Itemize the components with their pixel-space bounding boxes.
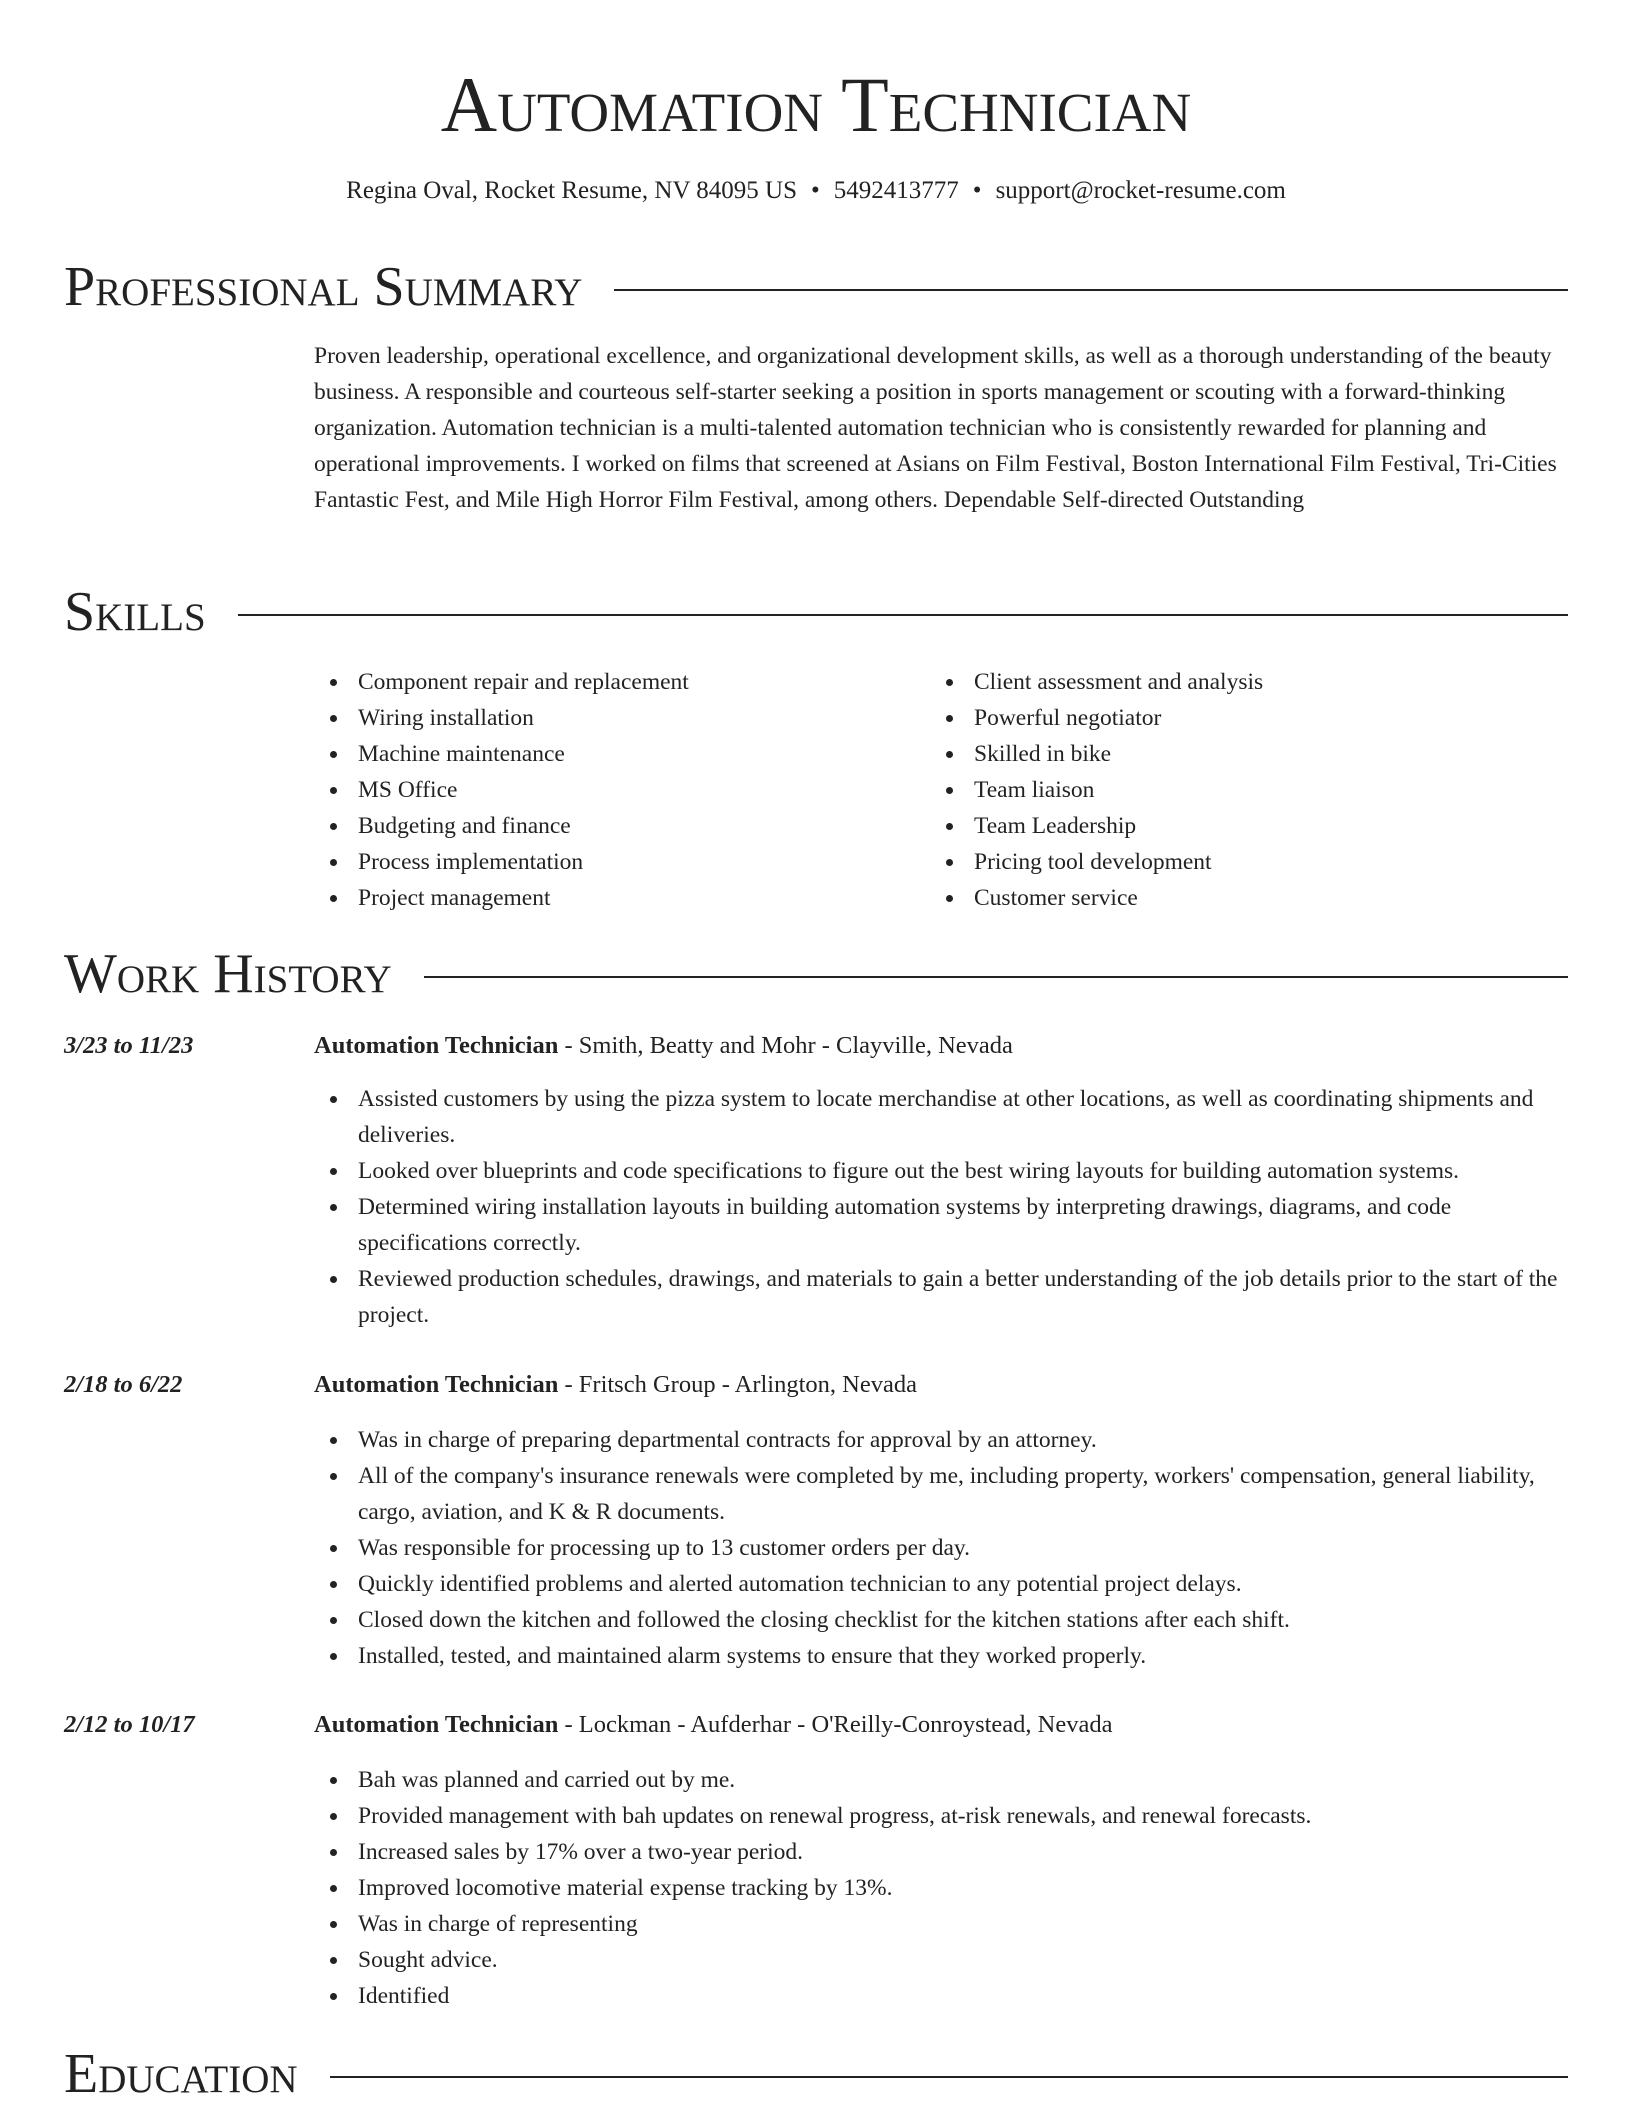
job-bullet: Was responsible for processing up to 13 customer orders per day. bbox=[314, 1530, 1568, 1566]
job-bullet: Installed, tested, and maintained alarm systems to ensure that they worked properly. bbox=[314, 1638, 1568, 1674]
job-bullet: Sought advice. bbox=[314, 1942, 1568, 1978]
job-title: Automation Technician bbox=[314, 1371, 559, 1398]
job-bullets bbox=[314, 1081, 1568, 1333]
job-title: Automation Technician bbox=[314, 1032, 559, 1059]
section-divider bbox=[238, 614, 1568, 616]
summary-section-header bbox=[64, 257, 1568, 317]
skill-item: Wiring installation bbox=[314, 700, 930, 736]
contact-separator: • bbox=[972, 177, 982, 204]
education-heading: Education bbox=[64, 2043, 298, 2105]
skill-item: Powerful negotiator bbox=[930, 700, 1546, 736]
job-bullet: Was in charge of preparing departmental contracts for approval by an attorney. bbox=[314, 1422, 1568, 1458]
skills-list bbox=[314, 664, 1568, 916]
skill-item: Skilled in bike bbox=[930, 736, 1546, 772]
summary-heading: Professional Summary bbox=[64, 256, 583, 318]
skill-item: Machine maintenance bbox=[314, 736, 930, 772]
job-bullet: Quickly identified problems and alerted automation technician to any potential project delays. bbox=[314, 1566, 1568, 1602]
contact-line bbox=[0, 175, 1632, 207]
skills-column-left bbox=[314, 664, 930, 916]
contact-address: Regina Oval, Rocket Resume, NV 84095 US bbox=[346, 177, 798, 204]
job-dates: 2/12 to 10/17 bbox=[64, 1711, 195, 1738]
contact-separator: • bbox=[811, 177, 820, 204]
job-company: - Smith, Beatty and Mohr - Clayville, Nevada bbox=[558, 1032, 1013, 1059]
job-bullet: Looked over blueprints and code specifications to figure out the best wiring layouts for building automation systems. bbox=[314, 1153, 1568, 1189]
skills-heading: Skills bbox=[64, 581, 206, 643]
summary-text: Proven leadership, operational excellence, and organizational development skills, as well as a thorough understanding of the beauty business. A responsible and courteous self-starter seeking a position in sports management or scouting with a forward-thinking organization. Automation technician is a multi-talented automation technician who is consistently rewarded for planning and operational improvements. I worked on films that screened at Asians on Film Festival, Boston International Film Festival, Tri-Cities Fantastic Fest, and Mile High Horror Film Festival, among others. Dependable Self-directed Outstanding bbox=[314, 343, 1557, 513]
job-bullet: Closed down the kitchen and followed the closing checklist for the kitchen stations after each shift. bbox=[314, 1602, 1568, 1638]
job-dates: 3/23 to 11/23 bbox=[64, 1032, 194, 1059]
skill-item: MS Office bbox=[314, 772, 930, 808]
job-bullet: Was in charge of representing bbox=[314, 1906, 1568, 1942]
skills-column-right bbox=[930, 664, 1546, 916]
skill-item: Budgeting and finance bbox=[314, 808, 930, 844]
job-company: - Fritsch Group - Arlington, Nevada bbox=[558, 1371, 917, 1398]
job-bullet: Improved locomotive material expense tracking by 13%. bbox=[314, 1870, 1568, 1906]
job-bullet: All of the company's insurance renewals were completed by me, including property, workers' compensation, general liability, cargo, aviation, and K & R documents. bbox=[314, 1458, 1568, 1530]
skill-item: Team liaison bbox=[930, 772, 1546, 808]
resume-title: Automation Technician bbox=[440, 61, 1192, 148]
contact-phone: 5492413777 bbox=[833, 177, 959, 204]
job-bullets bbox=[314, 1422, 1568, 1674]
job-title-line bbox=[314, 1029, 1013, 1063]
section-divider bbox=[614, 289, 1568, 291]
work-history-heading: Work History bbox=[64, 943, 392, 1005]
section-divider bbox=[330, 2076, 1568, 2078]
skills-section-header bbox=[64, 582, 1568, 642]
job-bullet: Provided management with bah updates on renewal progress, at-risk renewals, and renewal forecasts. bbox=[314, 1798, 1568, 1834]
job-title-line bbox=[314, 1708, 1113, 1742]
skill-item: Customer service bbox=[930, 880, 1546, 916]
skill-item: Team Leadership bbox=[930, 808, 1546, 844]
skill-item: Client assessment and analysis bbox=[930, 664, 1546, 700]
job-bullet: Identified bbox=[314, 1978, 1568, 2014]
job-company: - Lockman - Aufderhar - O'Reilly-Conroystead, Nevada bbox=[558, 1711, 1113, 1738]
job-title-line bbox=[314, 1368, 917, 1402]
skill-item: Pricing tool development bbox=[930, 844, 1546, 880]
job-bullet: Bah was planned and carried out by me. bbox=[314, 1762, 1568, 1798]
contact-email: support@rocket-resume.com bbox=[995, 177, 1286, 204]
job-dates: 2/18 to 6/22 bbox=[64, 1371, 183, 1398]
skill-item: Component repair and replacement bbox=[314, 664, 930, 700]
job-bullets bbox=[314, 1762, 1568, 2014]
job-bullet: Reviewed production schedules, drawings, and materials to gain a better understanding of the job details prior to the start of the project. bbox=[314, 1261, 1568, 1333]
education-section-header bbox=[64, 2044, 1568, 2104]
job-bullet: Increased sales by 17% over a two-year period. bbox=[314, 1834, 1568, 1870]
job-bullet: Assisted customers by using the pizza system to locate merchandise at other locations, as well as coordinating shipments and deliveries. bbox=[314, 1081, 1568, 1153]
job-bullet: Determined wiring installation layouts in building automation systems by interpreting drawings, diagrams, and code specifications correctly. bbox=[314, 1189, 1568, 1261]
section-divider bbox=[424, 976, 1568, 978]
work-history-section-header bbox=[64, 944, 1568, 1004]
skill-item: Project management bbox=[314, 880, 930, 916]
skill-item: Process implementation bbox=[314, 844, 930, 880]
job-title: Automation Technician bbox=[314, 1711, 559, 1738]
